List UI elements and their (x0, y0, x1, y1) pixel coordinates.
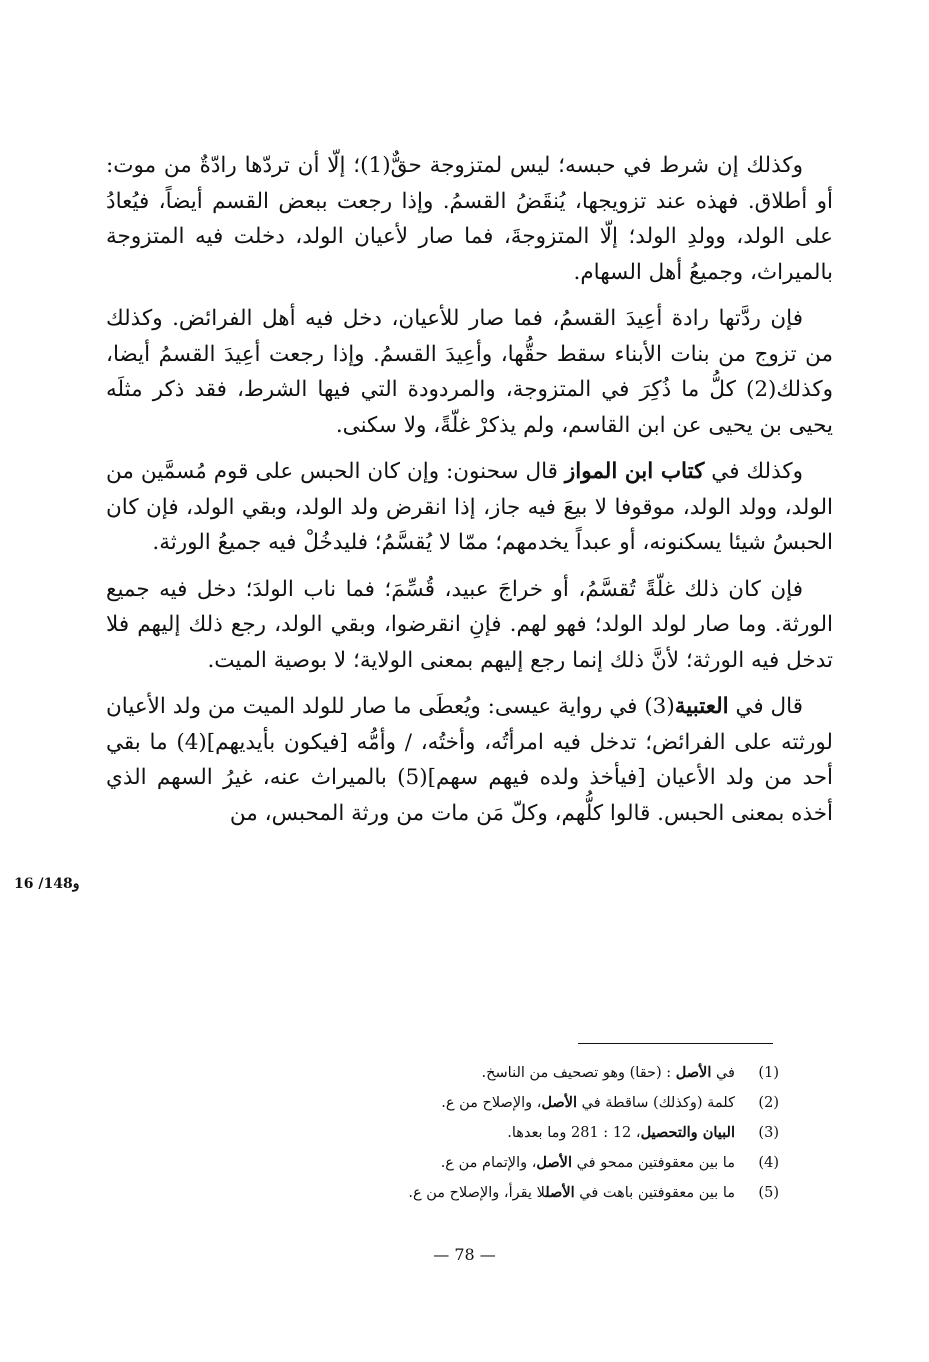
paragraph-3 (106, 454, 833, 561)
footnote-text-part: ، والإصلاح من ع. (441, 1095, 542, 1111)
paragraph-text: قال سحنون: وإن كان الحبس على قوم مُسمَّين من الولد، وولد الولد، موقوفا لا بيعَ فيه جاز، إذا انقرض ولد الولد، وبقي الولد، فإن كان الحبسُ شيئا يسكنونه، أو عبداً يخدمهم؛ ممّا لا يُقسَّمُ؛ فليدخُلْ فيه جميعُ الورثة. (106, 459, 833, 555)
book-title: العتبية (674, 694, 729, 719)
footnote-5 (300, 1178, 779, 1208)
paragraph-text: وكذلك إن شرط في حبسه؛ ليس لمتزوجة حقٌّ(1)؛ إلّا أن تردّها رادّةٌ من موت: أو أطلاق. فهذه عند تزويجها، يُنقَضُ القسمُ. وإذا رجعت ببعض القسم أيضاً، فيُعادُ على الولد، وولدِ الولد؛ إلّا المتزوجةَ، فما صار لأعيان الولد، دخلت فيه المتزوجة بالميراث، وجميعُ أهل السهام. (106, 153, 833, 285)
footnote-separator (578, 1043, 773, 1044)
footnote-text (300, 1058, 735, 1088)
footnote-number: (5) (758, 1185, 779, 1201)
footnote-text (300, 1118, 735, 1148)
footnote-bold: الأصل (536, 1154, 572, 1171)
page-number: — 78 — (433, 1245, 496, 1264)
paragraph-text: فإن ردَّتها رادة أعِيدَ القسمُ، فما صار للأعيان، دخل فيه أهل الفرائض. وكذلك من تزوج من بنات الأبناء سقط حقُّها، وأعِيدَ القسمُ. وإذا رجعت أعِيدَ القسمُ أيضا، وكذلك(2) كلُّ ما ذُكِرَ في المتزوجة، والمردودة التي فيها الشرط، فقد ذكر مثلَه يحيى بن يحيى عن ابن القاسم، ولم يذكرْ غلّةً، ولا سكنى. (106, 306, 833, 438)
paragraph-1 (106, 148, 833, 290)
footnote-text (300, 1178, 735, 1208)
footnote-bold: الأصل (675, 1064, 712, 1081)
footnote-3 (300, 1118, 779, 1148)
footnote-text (300, 1148, 735, 1178)
footnote-text-part: : (حقا) وهو تصحيف من الناسخ. (481, 1065, 676, 1081)
footnote-bold: الأصل (545, 1184, 575, 1201)
paragraph-lead: قال في (735, 694, 803, 719)
footnote-4 (300, 1148, 779, 1178)
paragraph-lead: وكذلك في (711, 459, 803, 484)
footnote-bold: الأصل (541, 1094, 578, 1111)
paragraph-5 (106, 689, 833, 831)
manuscript-folio-reference: 16 /148و (14, 876, 80, 892)
footnote-text (300, 1088, 735, 1118)
footnote-text-part: لا يقرأ، والإصلاح من ع. (408, 1185, 546, 1201)
footnote-text-part: ما بين معقوفتين ممحو في (571, 1155, 735, 1171)
main-text (106, 148, 833, 831)
footnote-text-part: ما بين معقوفتين باهت في (574, 1185, 735, 1201)
footnote-number: (2) (758, 1095, 779, 1111)
footnote-bold: البيان والتحصيل (640, 1124, 735, 1141)
footnote-text-part: في (711, 1065, 735, 1081)
footnote-text-part: كلمة (وكذلك) ساقطة في (577, 1095, 735, 1111)
footnote-2 (300, 1088, 779, 1118)
paragraph-2 (106, 301, 833, 443)
book-title: كتاب ابن المواز (564, 459, 705, 484)
paragraph-text: فإن كان ذلك غلّةً تُقسَّمُ، أو خراجَ عبيد، قُسِّمَ؛ فما ناب الولدَ؛ دخل فيه جميع الورثة. وما صار لولد الولد؛ فهو لهم. فإنِ انقرضوا، وبقي الولد، رجع ذلك إليهم فلا تدخل فيه الورثة؛ لأنَّ ذلك إنما رجع إليهم بمعنى الولاية؛ لا بوصية الميت. (106, 576, 833, 673)
footnote-1 (300, 1058, 779, 1088)
footnotes (300, 1058, 779, 1208)
footnote-text-part: ، 12 : 281 وما بعدها. (507, 1125, 641, 1141)
paragraph-4 (106, 572, 833, 679)
paragraph-text: (3) في رواية عيسى: ويُعطَى ما صار للولد الميت من ولد الأعيان لورثته على الفرائض؛ تدخل فيه امرأتُه، وأختُه، / وأمُّه [فيكون بأيديهم](4) ما بقي أحد من ولد الأعيان [فيأخذ ولده فيهم سهم](5) بالميراث عنه، غيرُ السهم الذي أخذه بمعنى الحبس. قالوا كلُّهم، وكلّ مَن مات من ورثة المحبس، من (106, 694, 834, 826)
footnote-number: (1) (758, 1065, 779, 1081)
footnote-text-part: ، والإتمام من ع. (440, 1155, 537, 1171)
footnote-number: (3) (758, 1125, 779, 1141)
footnote-number: (4) (758, 1155, 779, 1171)
